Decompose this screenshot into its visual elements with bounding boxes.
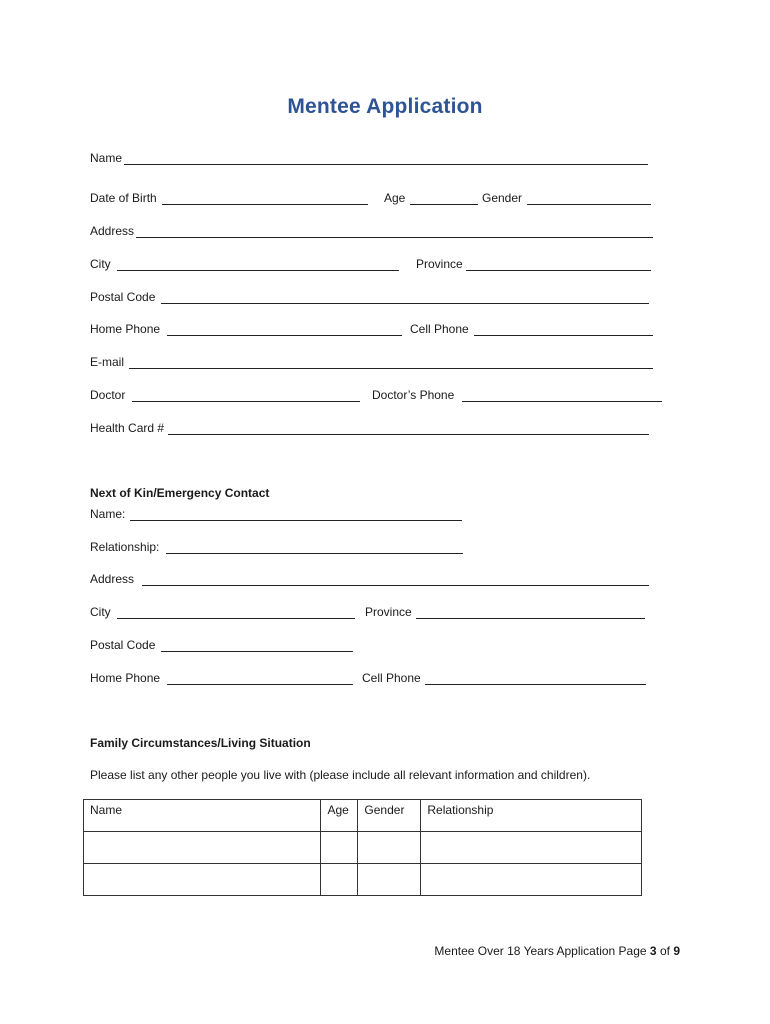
cell-phone-label: Cell Phone <box>410 322 469 336</box>
kin-name-row <box>90 506 470 522</box>
doctor-phone-field[interactable] <box>462 387 662 402</box>
table-cell[interactable] <box>358 864 421 896</box>
kin-relationship-field[interactable] <box>166 539 463 554</box>
kin-postal-row <box>90 637 390 653</box>
doctor-field[interactable] <box>132 387 360 402</box>
doctor-label: Doctor <box>90 388 126 402</box>
table-cell[interactable] <box>321 864 358 896</box>
kin-postal-label: Postal Code <box>90 638 156 652</box>
column-header-relationship: Relationship <box>421 800 642 832</box>
address-label: Address <box>90 224 135 238</box>
address-row <box>90 223 655 239</box>
column-header-name: Name <box>84 800 321 832</box>
kin-home-phone-field[interactable] <box>167 670 353 685</box>
cell-phone-field[interactable] <box>474 321 653 336</box>
age-label: Age <box>384 191 406 205</box>
kin-cell-phone-label: Cell Phone <box>362 671 421 685</box>
postal-label: Postal Code <box>90 290 156 304</box>
kin-relationship-label: Relationship: <box>90 540 160 554</box>
kin-heading: Next of Kin/Emergency Contact <box>90 486 270 500</box>
table-cell[interactable] <box>421 832 642 864</box>
name-label: Name <box>90 151 123 165</box>
kin-province-field[interactable] <box>416 604 645 619</box>
column-header-age: Age <box>321 800 358 832</box>
kin-city-row <box>90 604 655 620</box>
home-phone-label: Home Phone <box>90 322 161 336</box>
kin-address-label: Address <box>90 572 135 586</box>
table-cell[interactable] <box>84 864 321 896</box>
address-field[interactable] <box>136 223 653 238</box>
doctor-row <box>90 387 665 403</box>
kin-city-field[interactable] <box>117 604 355 619</box>
dob-field[interactable] <box>162 190 368 205</box>
footer-of: of <box>659 944 670 958</box>
table-row <box>84 864 642 896</box>
kin-cell-phone-field[interactable] <box>425 670 646 685</box>
home-phone-field[interactable] <box>167 321 402 336</box>
health-card-row <box>90 420 655 436</box>
city-row <box>90 256 655 272</box>
footer-text: Mentee Over 18 Years Application Page <box>434 944 647 958</box>
table-cell[interactable] <box>358 832 421 864</box>
health-card-label: Health Card # <box>90 421 165 435</box>
kin-postal-field[interactable] <box>161 637 353 652</box>
kin-city-label: City <box>90 605 111 619</box>
footer-page-total: 9 <box>673 944 680 958</box>
table-header-row <box>84 800 642 832</box>
email-row <box>90 354 655 370</box>
phone-row <box>90 321 655 337</box>
health-card-field[interactable] <box>168 420 649 435</box>
kin-province-label: Province <box>365 605 412 619</box>
age-field[interactable] <box>410 190 478 205</box>
family-heading: Family Circumstances/Living Situation <box>90 736 311 750</box>
dob-row <box>90 190 655 206</box>
kin-address-field[interactable] <box>142 571 649 586</box>
name-row <box>90 150 650 166</box>
kin-phone-row <box>90 670 655 686</box>
kin-address-row <box>90 571 655 587</box>
gender-label: Gender <box>482 191 523 205</box>
table-cell[interactable] <box>84 832 321 864</box>
email-field[interactable] <box>129 354 653 369</box>
table-cell[interactable] <box>421 864 642 896</box>
doctor-phone-label: Doctor’s Phone <box>372 388 455 402</box>
email-label: E-mail <box>90 355 125 369</box>
province-field[interactable] <box>466 256 651 271</box>
name-field[interactable] <box>124 150 648 165</box>
postal-field[interactable] <box>161 289 649 304</box>
kin-name-field[interactable] <box>130 506 462 521</box>
page-title: Mentee Application <box>287 95 483 118</box>
family-table <box>83 799 642 896</box>
page-footer <box>434 944 680 958</box>
gender-field[interactable] <box>527 190 651 205</box>
province-label: Province <box>416 257 463 271</box>
column-header-gender: Gender <box>358 800 421 832</box>
postal-row <box>90 289 655 305</box>
table-cell[interactable] <box>321 832 358 864</box>
table-row <box>84 832 642 864</box>
kin-relationship-row <box>90 539 470 555</box>
dob-label: Date of Birth <box>90 191 157 205</box>
kin-name-label: Name: <box>90 507 126 521</box>
city-label: City <box>90 257 111 271</box>
kin-home-phone-label: Home Phone <box>90 671 161 685</box>
footer-page-number: 3 <box>649 944 657 958</box>
family-instructions: Please list any other people you live with (please include all relevant information and children). <box>90 768 591 782</box>
city-field[interactable] <box>117 256 399 271</box>
